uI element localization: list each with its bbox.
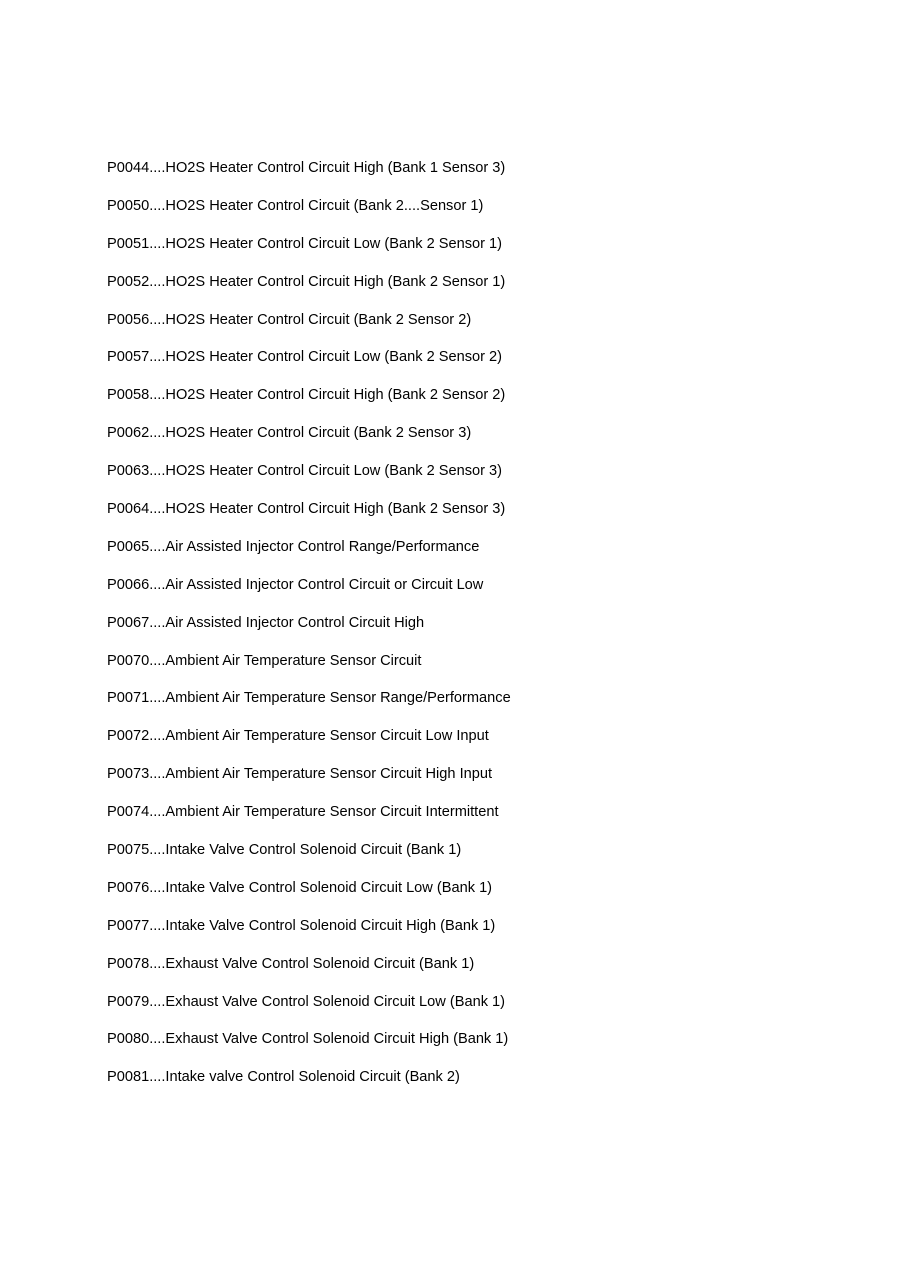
code-line-p0062: P0062....HO2S Heater Control Circuit (Bank 2 Sensor 3) — [107, 425, 472, 442]
code-line-p0077: P0077....Intake Valve Control Solenoid Circuit High (Bank 1) — [107, 917, 496, 934]
code-line-p0080: P0080....Exhaust Valve Control Solenoid Circuit High (Bank 1) — [107, 1031, 509, 1048]
code-line-p0057: P0057....HO2S Heater Control Circuit Low (Bank 2 Sensor 2) — [107, 349, 503, 366]
code-line-p0050: P0050....HO2S Heater Control Circuit (Bank 2....Sensor 1) — [107, 197, 484, 214]
code-line-p0076: P0076....Intake Valve Control Solenoid Circuit Low (Bank 1) — [107, 879, 493, 896]
code-line-p0079: P0079....Exhaust Valve Control Solenoid Circuit Low (Bank 1) — [107, 993, 506, 1010]
code-line-p0056: P0056....HO2S Heater Control Circuit (Bank 2 Sensor 2) — [107, 311, 472, 328]
code-line-p0070: P0070....Ambient Air Temperature Sensor Circuit — [107, 652, 422, 669]
code-line-p0072: P0072....Ambient Air Temperature Sensor Circuit Low Input — [107, 728, 489, 745]
code-line-p0081: P0081....Intake valve Control Solenoid Circuit (Bank 2) — [107, 1069, 460, 1086]
code-line-p0073: P0073....Ambient Air Temperature Sensor Circuit High Input — [107, 766, 493, 783]
code-line-p0075: P0075....Intake Valve Control Solenoid Circuit (Bank 1) — [107, 842, 462, 859]
code-line-p0058: P0058....HO2S Heater Control Circuit High (Bank 2 Sensor 2) — [107, 387, 506, 404]
code-line-p0051: P0051....HO2S Heater Control Circuit Low (Bank 2 Sensor 1) — [107, 235, 503, 252]
diagnostic-code-list — [107, 156, 511, 1103]
code-line-p0052: P0052....HO2S Heater Control Circuit High (Bank 2 Sensor 1) — [107, 273, 506, 290]
code-line-p0078: P0078....Exhaust Valve Control Solenoid Circuit (Bank 1) — [107, 955, 475, 972]
code-line-p0066: P0066....Air Assisted Injector Control Circuit or Circuit Low — [107, 576, 484, 593]
code-line-p0063: P0063....HO2S Heater Control Circuit Low (Bank 2 Sensor 3) — [107, 463, 503, 480]
code-line-p0064: P0064....HO2S Heater Control Circuit High (Bank 2 Sensor 3) — [107, 501, 506, 518]
code-line-p0044: P0044....HO2S Heater Control Circuit High (Bank 1 Sensor 3) — [107, 160, 506, 176]
code-line-p0071: P0071....Ambient Air Temperature Sensor Range/Performance — [107, 690, 511, 707]
code-line-p0065: P0065....Air Assisted Injector Control Range/Performance — [107, 538, 480, 555]
code-line-p0074: P0074....Ambient Air Temperature Sensor Circuit Intermittent — [107, 804, 499, 821]
code-line-p0067: P0067....Air Assisted Injector Control Circuit High — [107, 614, 425, 631]
